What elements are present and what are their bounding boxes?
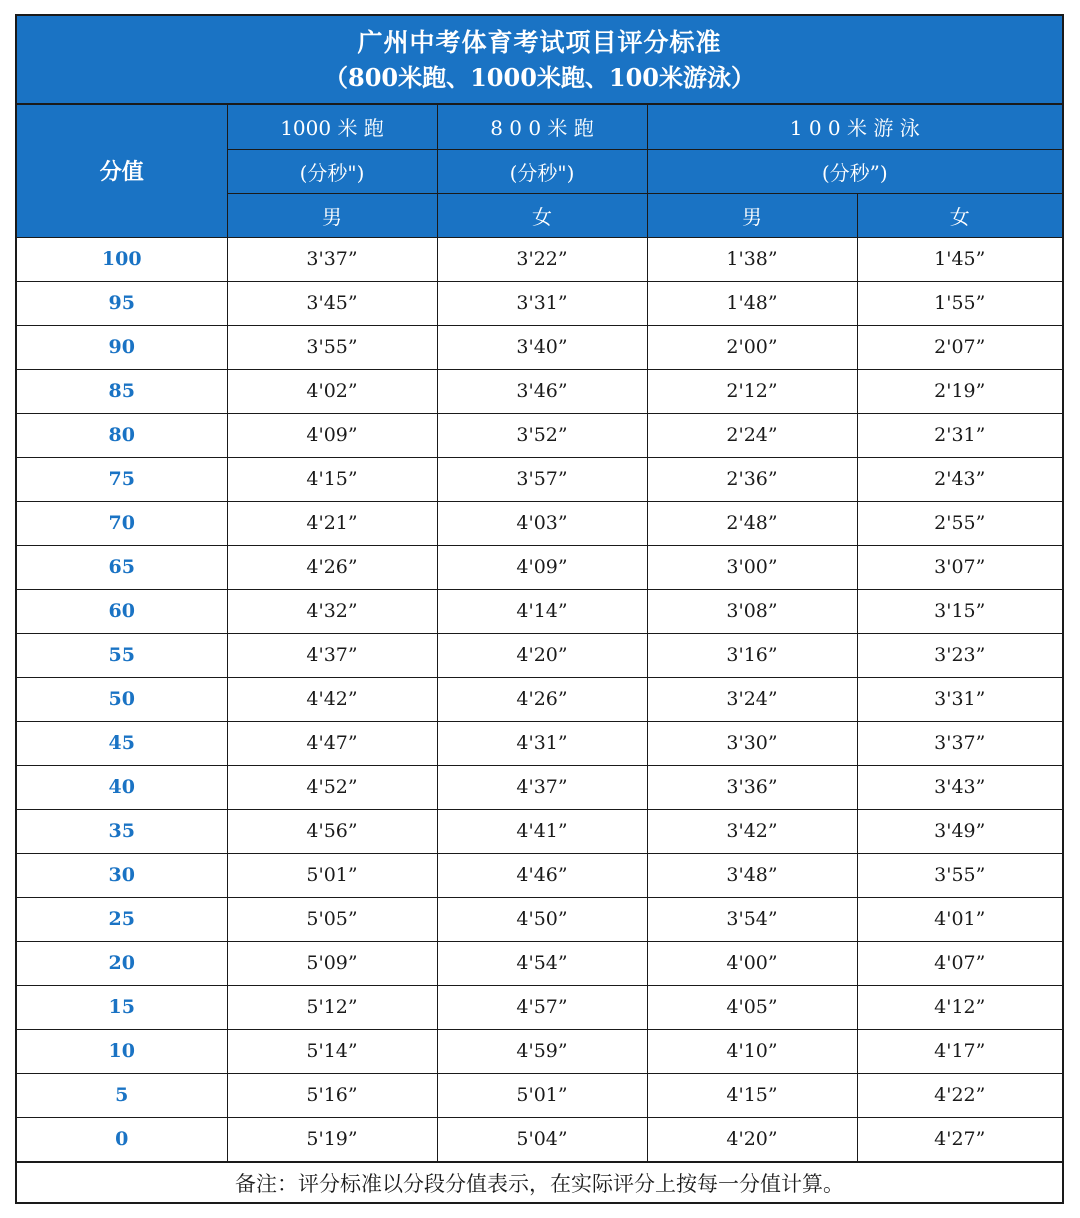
score-cell: 55: [17, 633, 227, 677]
scoring-standard-sheet: [15, 14, 1064, 1204]
unit-header-100m-swim: (分秒”): [647, 149, 1062, 193]
swim-100m-female-cell: 4'17”: [857, 1029, 1062, 1073]
swim-100m-female-cell: 3'43”: [857, 765, 1062, 809]
run-800m-female-cell: 4'59”: [437, 1029, 647, 1073]
score-cell: 15: [17, 985, 227, 1029]
run-800m-female-cell: 4'31”: [437, 721, 647, 765]
run-800m-female-cell: 5'04”: [437, 1117, 647, 1161]
run-800m-female-cell: 4'14”: [437, 589, 647, 633]
table-row: [17, 1073, 1062, 1117]
score-cell: 70: [17, 501, 227, 545]
table-row: [17, 897, 1062, 941]
table-row: [17, 853, 1062, 897]
swim-100m-female-cell: 3'49”: [857, 809, 1062, 853]
table-row: [17, 501, 1062, 545]
table-row: [17, 633, 1062, 677]
swim-100m-male-cell: 3'08”: [647, 589, 857, 633]
score-cell: 50: [17, 677, 227, 721]
table-row: [17, 281, 1062, 325]
run-800m-female-cell: 4'54”: [437, 941, 647, 985]
run-1000m-male-cell: 5'19”: [227, 1117, 437, 1161]
swim-100m-female-cell: 2'19”: [857, 369, 1062, 413]
run-1000m-male-cell: 5'12”: [227, 985, 437, 1029]
table-row: [17, 237, 1062, 281]
run-800m-female-cell: 3'52”: [437, 413, 647, 457]
run-800m-female-cell: 4'03”: [437, 501, 647, 545]
swim-100m-male-cell: 3'00”: [647, 545, 857, 589]
run-800m-female-cell: 5'01”: [437, 1073, 647, 1117]
swim-100m-female-cell: 3'23”: [857, 633, 1062, 677]
swim-100m-female-cell: 4'01”: [857, 897, 1062, 941]
table-row: [17, 545, 1062, 589]
swim-100m-female-cell: 2'07”: [857, 325, 1062, 369]
swim-100m-female-cell: 1'55”: [857, 281, 1062, 325]
table-row: [17, 413, 1062, 457]
run-1000m-male-cell: 5'09”: [227, 941, 437, 985]
run-1000m-male-cell: 4'15”: [227, 457, 437, 501]
gender-header-1000m-male: 男: [227, 193, 437, 237]
scoring-table: [17, 105, 1062, 1162]
score-cell: 100: [17, 237, 227, 281]
run-800m-female-cell: 4'26”: [437, 677, 647, 721]
table-row: [17, 325, 1062, 369]
swim-100m-female-cell: 3'55”: [857, 853, 1062, 897]
gender-header-swim-male: 男: [647, 193, 857, 237]
table-header: [17, 105, 1062, 237]
table-row: [17, 1117, 1062, 1161]
table-row: [17, 721, 1062, 765]
run-1000m-male-cell: 3'37”: [227, 237, 437, 281]
swim-100m-female-cell: 4'27”: [857, 1117, 1062, 1161]
swim-100m-female-cell: 3'37”: [857, 721, 1062, 765]
swim-100m-female-cell: 2'55”: [857, 501, 1062, 545]
swim-100m-male-cell: 3'48”: [647, 853, 857, 897]
score-cell: 5: [17, 1073, 227, 1117]
swim-100m-male-cell: 2'12”: [647, 369, 857, 413]
run-800m-female-cell: 4'20”: [437, 633, 647, 677]
run-800m-female-cell: 3'40”: [437, 325, 647, 369]
run-1000m-male-cell: 4'21”: [227, 501, 437, 545]
run-1000m-male-cell: 5'14”: [227, 1029, 437, 1073]
swim-100m-female-cell: 3'15”: [857, 589, 1062, 633]
table-row: [17, 985, 1062, 1029]
swim-100m-female-cell: 4'07”: [857, 941, 1062, 985]
swim-100m-male-cell: 2'00”: [647, 325, 857, 369]
run-800m-female-cell: 4'37”: [437, 765, 647, 809]
score-column-header: 分值: [17, 105, 227, 237]
swim-100m-male-cell: 1'38”: [647, 237, 857, 281]
run-1000m-male-cell: 4'52”: [227, 765, 437, 809]
score-cell: 60: [17, 589, 227, 633]
score-cell: 85: [17, 369, 227, 413]
swim-100m-male-cell: 2'48”: [647, 501, 857, 545]
title-main: 广州中考体育考试项目评分标准: [357, 27, 722, 57]
run-1000m-male-cell: 4'09”: [227, 413, 437, 457]
swim-100m-male-cell: 4'15”: [647, 1073, 857, 1117]
swim-100m-male-cell: 4'10”: [647, 1029, 857, 1073]
table-row: [17, 765, 1062, 809]
run-800m-female-cell: 3'46”: [437, 369, 647, 413]
run-1000m-male-cell: 5'05”: [227, 897, 437, 941]
footnote: 备注：评分标准以分段分值表示，在实际评分上按每一分值计算。: [17, 1162, 1062, 1206]
table-row: [17, 457, 1062, 501]
run-800m-female-cell: 4'57”: [437, 985, 647, 1029]
run-1000m-male-cell: 3'55”: [227, 325, 437, 369]
swim-100m-male-cell: 3'30”: [647, 721, 857, 765]
swim-100m-male-cell: 2'36”: [647, 457, 857, 501]
event-header-100m-swim: 1 0 0 米 游 泳: [647, 105, 1062, 149]
unit-header-1000m-run: (分秒"): [227, 149, 437, 193]
run-1000m-male-cell: 4'42”: [227, 677, 437, 721]
score-cell: 80: [17, 413, 227, 457]
event-header-1000m-run: 1000 米 跑: [227, 105, 437, 149]
run-1000m-male-cell: 3'45”: [227, 281, 437, 325]
run-1000m-male-cell: 4'02”: [227, 369, 437, 413]
score-cell: 10: [17, 1029, 227, 1073]
run-800m-female-cell: 3'57”: [437, 457, 647, 501]
swim-100m-female-cell: 2'43”: [857, 457, 1062, 501]
swim-100m-male-cell: 3'16”: [647, 633, 857, 677]
swim-100m-female-cell: 4'12”: [857, 985, 1062, 1029]
score-cell: 30: [17, 853, 227, 897]
swim-100m-female-cell: 2'31”: [857, 413, 1062, 457]
run-1000m-male-cell: 4'56”: [227, 809, 437, 853]
swim-100m-male-cell: 4'05”: [647, 985, 857, 1029]
swim-100m-male-cell: 3'24”: [647, 677, 857, 721]
unit-header-800m-run: (分秒"): [437, 149, 647, 193]
score-cell: 20: [17, 941, 227, 985]
swim-100m-female-cell: 3'07”: [857, 545, 1062, 589]
score-cell: 40: [17, 765, 227, 809]
score-cell: 25: [17, 897, 227, 941]
swim-100m-male-cell: 3'42”: [647, 809, 857, 853]
table-row: [17, 369, 1062, 413]
run-800m-female-cell: 4'46”: [437, 853, 647, 897]
table-row: [17, 941, 1062, 985]
run-800m-female-cell: 4'09”: [437, 545, 647, 589]
swim-100m-male-cell: 1'48”: [647, 281, 857, 325]
run-1000m-male-cell: 4'37”: [227, 633, 437, 677]
score-cell: 75: [17, 457, 227, 501]
swim-100m-male-cell: 4'20”: [647, 1117, 857, 1161]
score-cell: 90: [17, 325, 227, 369]
run-800m-female-cell: 3'31”: [437, 281, 647, 325]
table-title: [17, 16, 1062, 105]
swim-100m-male-cell: 3'54”: [647, 897, 857, 941]
run-800m-female-cell: 3'22”: [437, 237, 647, 281]
run-1000m-male-cell: 4'26”: [227, 545, 437, 589]
title-subtitle: （800米跑、1000米跑、100米游泳）: [324, 62, 755, 92]
run-1000m-male-cell: 5'01”: [227, 853, 437, 897]
score-cell: 65: [17, 545, 227, 589]
run-800m-female-cell: 4'50”: [437, 897, 647, 941]
table-row: [17, 809, 1062, 853]
score-cell: 35: [17, 809, 227, 853]
score-cell: 95: [17, 281, 227, 325]
swim-100m-female-cell: 3'31”: [857, 677, 1062, 721]
swim-100m-male-cell: 4'00”: [647, 941, 857, 985]
swim-100m-female-cell: 1'45”: [857, 237, 1062, 281]
swim-100m-male-cell: 3'36”: [647, 765, 857, 809]
table-row: [17, 589, 1062, 633]
event-header-800m-run: 8 0 0 米 跑: [437, 105, 647, 149]
table-row: [17, 1029, 1062, 1073]
run-1000m-male-cell: 4'47”: [227, 721, 437, 765]
swim-100m-female-cell: 4'22”: [857, 1073, 1062, 1117]
gender-header-swim-female: 女: [857, 193, 1062, 237]
swim-100m-male-cell: 2'24”: [647, 413, 857, 457]
table-body: [17, 237, 1062, 1161]
run-800m-female-cell: 4'41”: [437, 809, 647, 853]
gender-header-800m-female: 女: [437, 193, 647, 237]
score-cell: 45: [17, 721, 227, 765]
run-1000m-male-cell: 4'32”: [227, 589, 437, 633]
run-1000m-male-cell: 5'16”: [227, 1073, 437, 1117]
table-row: [17, 677, 1062, 721]
score-cell: 0: [17, 1117, 227, 1161]
